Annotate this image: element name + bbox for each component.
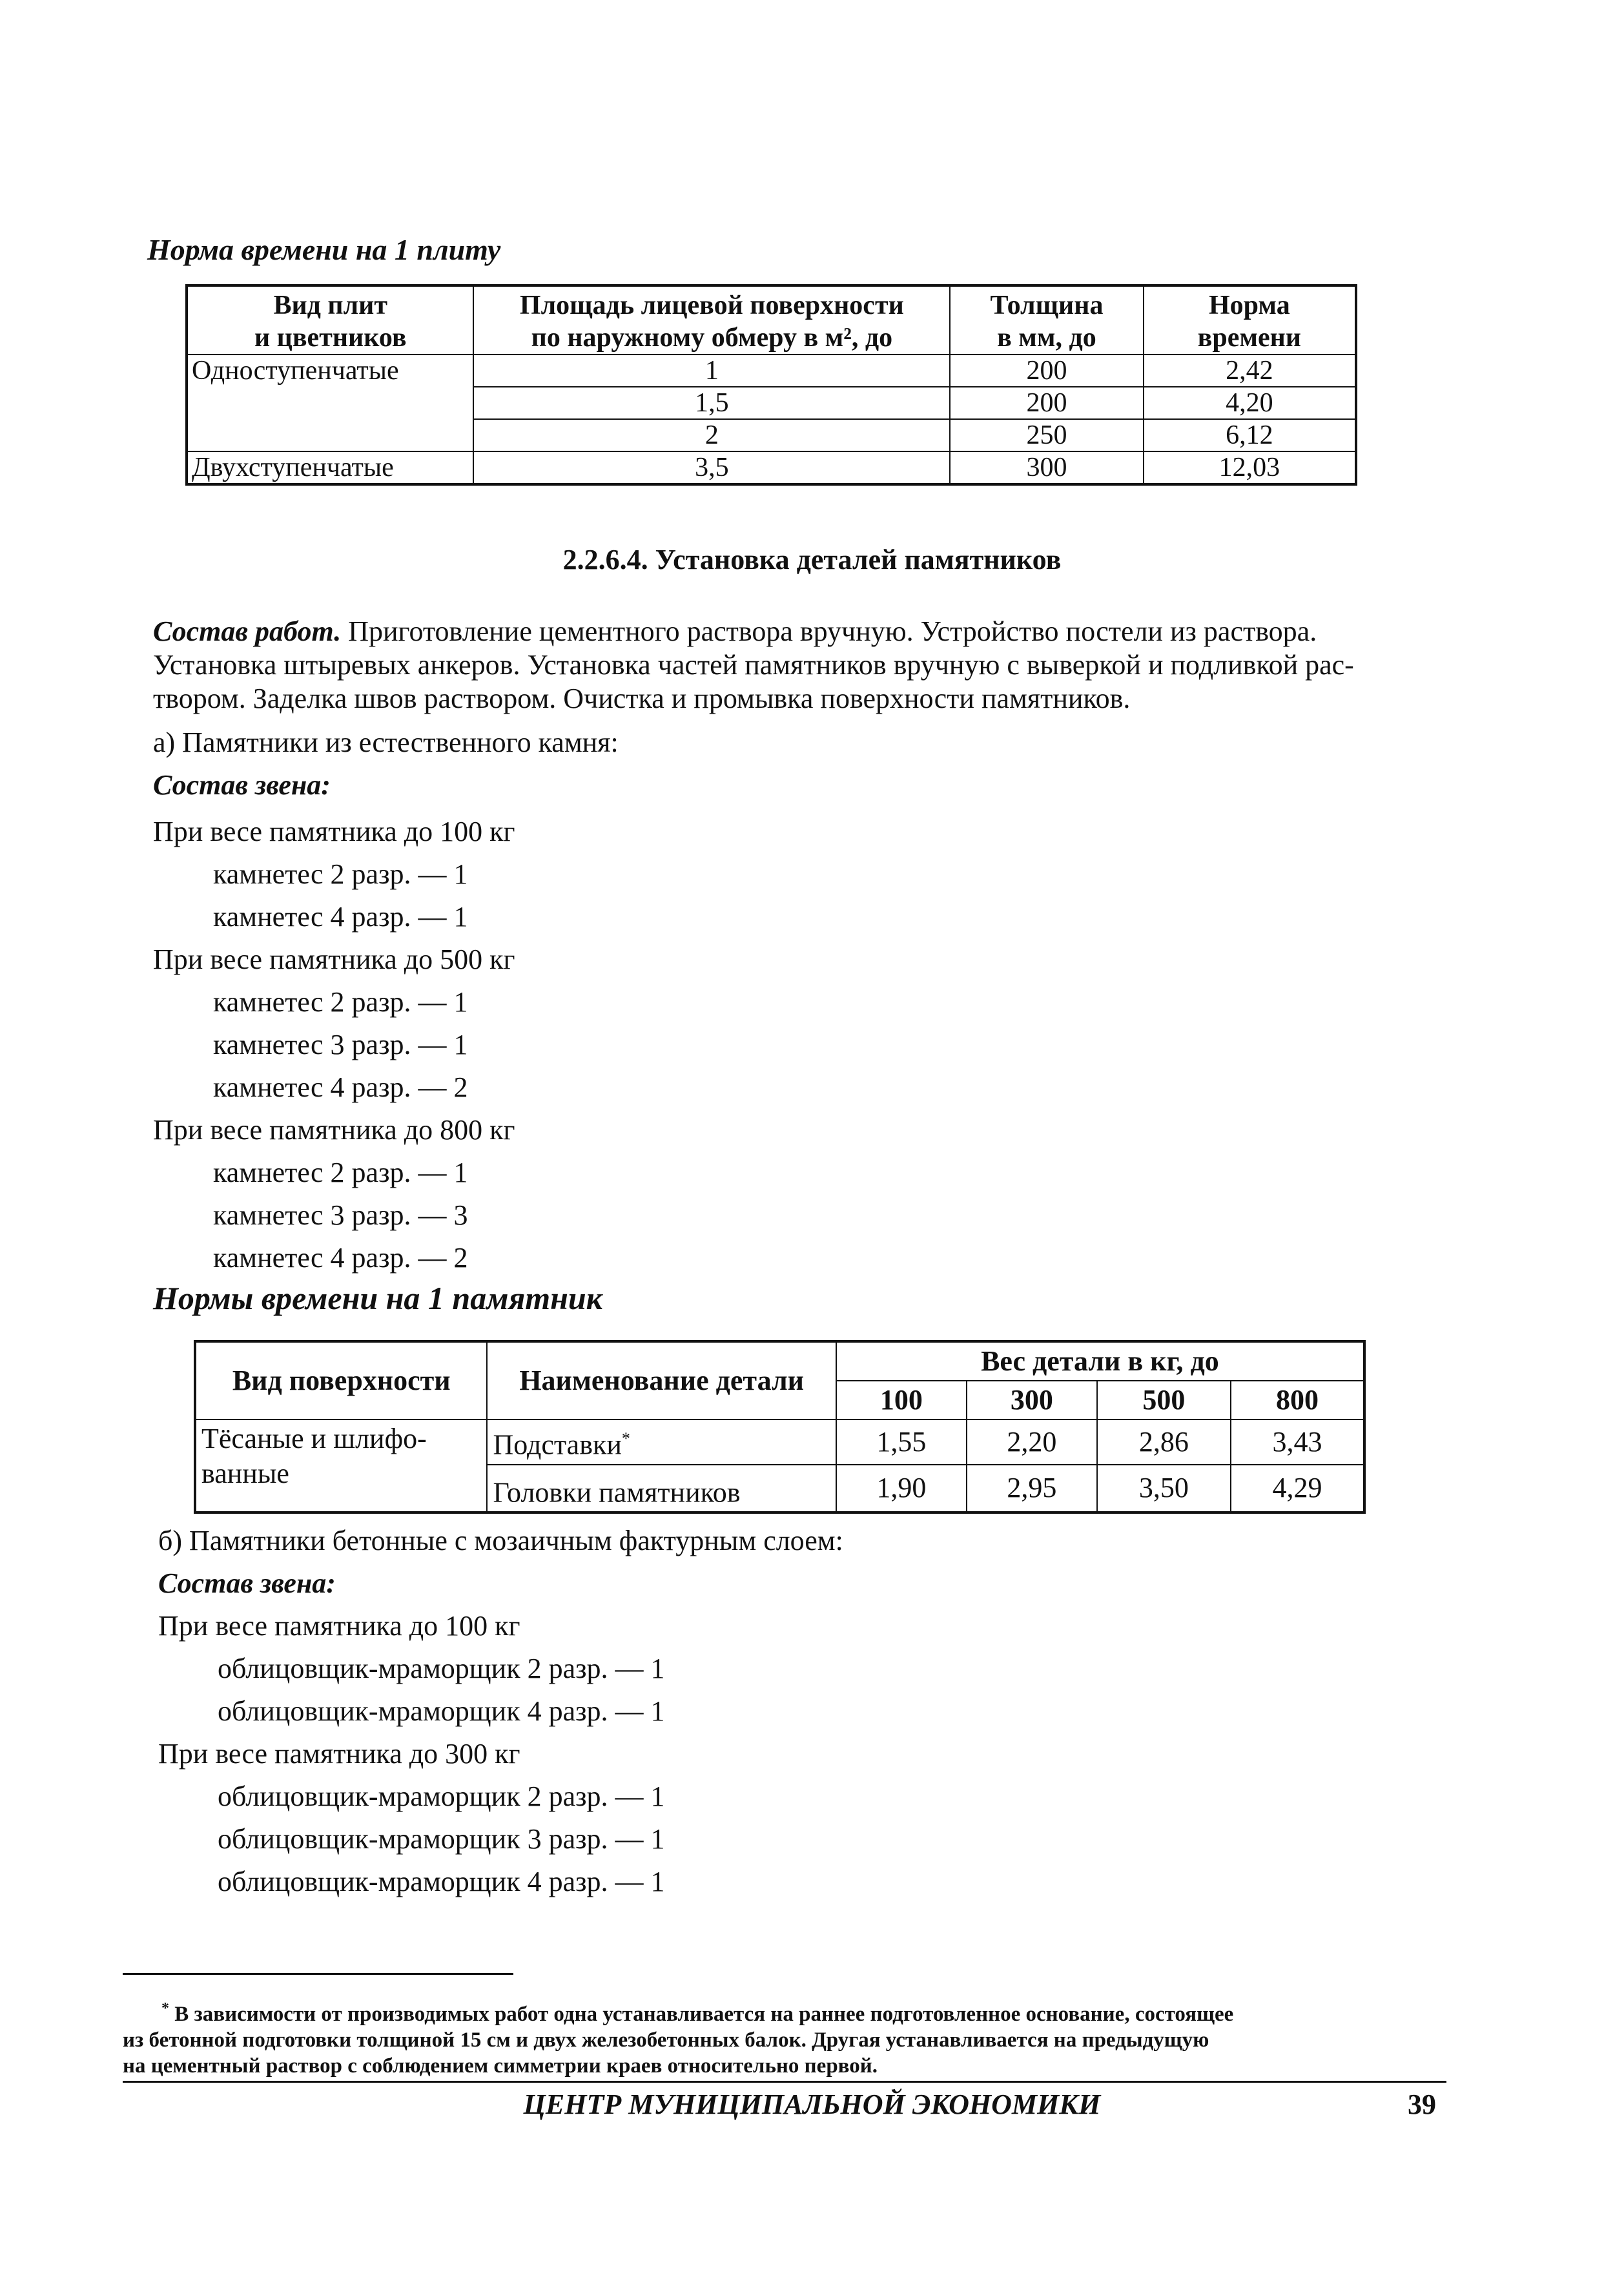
footer-rule — [123, 2081, 1446, 2083]
list-item: камнетес 4 разр. — 2 — [213, 1071, 468, 1103]
work-composition-line: Установка штыревых анкеров. Установка частей памятников вручную с выверкой и подливкой рас- — [153, 649, 1354, 681]
table-cell: 3,43 — [1231, 1419, 1364, 1465]
footnote — [123, 1996, 1446, 2079]
list-item: камнетес 3 разр. — 3 — [213, 1199, 468, 1231]
table-cell: 1,55 — [836, 1419, 967, 1465]
table2-surface-type: Тёсаные и шлифо-ванные — [195, 1419, 487, 1512]
footnote-mark: * — [621, 1429, 630, 1448]
part-a-weight-500: При весе памятника до 500 кг — [153, 944, 515, 975]
part-b-weight-100: При весе памятника до 100 кг — [158, 1610, 520, 1642]
table-cell: 250 — [950, 419, 1143, 451]
table-row — [195, 1419, 1364, 1465]
part-b-weight-300: При весе памятника до 300 кг — [158, 1738, 520, 1770]
work-composition-paragraph — [153, 615, 1451, 716]
table1-group-single-step: Одноступенчатые — [187, 355, 473, 451]
table-cell: 1,5 — [473, 387, 950, 419]
table2-header-surface: Вид поверхности — [195, 1341, 487, 1419]
table1-group-double-step: Двухступенчатые — [187, 451, 473, 484]
work-composition-line: Состав работ. Приготовление цементного раствора вручную. Устройство постели из раствора. — [153, 615, 1317, 647]
table2-caption: Нормы времени на 1 памятник — [153, 1280, 603, 1316]
list-item: камнетес 4 разр. — 1 — [213, 901, 468, 933]
table2-detail-name: Подставки* — [487, 1419, 836, 1465]
table-cell: 3,50 — [1097, 1465, 1231, 1513]
table2-weight-800: 800 — [1231, 1381, 1364, 1419]
list-item: облицовщик-мраморщик 4 разр. — 1 — [218, 1866, 665, 1897]
time-norm-per-monument-table — [194, 1340, 1366, 1514]
list-item: облицовщик-мраморщик 3 разр. — 1 — [218, 1823, 665, 1855]
footnote-separator — [123, 1973, 513, 1975]
part-a-title: а) Памятники из естественного камня: — [153, 727, 619, 758]
table2-header-weight: Вес детали в кг, до — [836, 1341, 1364, 1381]
table-row — [187, 355, 1356, 387]
footnote-mark: * — [161, 2000, 169, 2017]
work-composition-label: Состав работ. — [153, 615, 342, 647]
section-heading: 2.2.6.4. Установка деталей памятников — [562, 544, 1062, 575]
publisher-name: ЦЕНТР МУНИЦИПАЛЬНОЙ ЭКОНОМИКИ — [523, 2089, 1101, 2120]
table2-weight-100: 100 — [836, 1381, 967, 1419]
list-item: камнетес 3 разр. — 1 — [213, 1029, 468, 1060]
table2-header-row — [195, 1341, 1364, 1381]
list-item: облицовщик-мраморщик 4 разр. — 1 — [218, 1695, 665, 1727]
part-b-crew-label: Состав звена: — [158, 1567, 336, 1599]
table-cell: 300 — [950, 451, 1143, 484]
list-item: облицовщик-мраморщик 2 разр. — 1 — [218, 1653, 665, 1684]
table-cell: 200 — [950, 355, 1143, 387]
table-cell: 2,42 — [1144, 355, 1356, 387]
table1-header-norm: Норма времени — [1144, 285, 1356, 355]
table-cell: 2,20 — [967, 1419, 1097, 1465]
table-cell: 4,20 — [1144, 387, 1356, 419]
footnote-line: из бетонной подготовки толщиной 15 см и двух железобетонных балок. Другая устанавливается на предыдущую — [123, 2028, 1209, 2052]
list-item: камнетес 4 разр. — 2 — [213, 1242, 468, 1274]
table-cell: 200 — [950, 387, 1143, 419]
table2-weight-300: 300 — [967, 1381, 1097, 1419]
table-cell: 12,03 — [1144, 451, 1356, 484]
table-cell: 1,90 — [836, 1465, 967, 1513]
table-cell: 2,86 — [1097, 1419, 1231, 1465]
table1-header-type: Вид плит и цветников — [187, 285, 473, 355]
page-number: 39 — [1408, 2089, 1436, 2120]
table-cell: 3,5 — [473, 451, 950, 484]
table1-header-thickness: Толщина в мм, до — [950, 285, 1143, 355]
list-item: камнетес 2 разр. — 1 — [213, 986, 468, 1018]
list-item: облицовщик-мраморщик 2 разр. — 1 — [218, 1780, 665, 1812]
time-norm-per-slab-table — [185, 284, 1357, 486]
list-item: камнетес 2 разр. — 1 — [213, 858, 468, 890]
table1-caption: Норма времени на 1 плиту — [147, 233, 501, 266]
footnote-line: * В зависимости от производимых работ одна устанавливается на раннее подготовленное основание, состоящее — [161, 2000, 1234, 2026]
part-b-title: б) Памятники бетонные с мозаичным фактурным слоем: — [158, 1525, 843, 1556]
part-a-weight-100: При весе памятника до 100 кг — [153, 816, 515, 847]
table2-header-detail: Наименование детали — [487, 1341, 836, 1419]
table2-detail-name: Головки памятников — [487, 1465, 836, 1513]
table-cell: 4,29 — [1231, 1465, 1364, 1513]
table1-header-area: Площадь лицевой поверхности по наружному обмеру в м², до — [473, 285, 950, 355]
work-composition-line: твором. Заделка швов раствором. Очистка и промывка поверхности памятников. — [153, 683, 1131, 714]
list-item: камнетес 2 разр. — 1 — [213, 1157, 468, 1188]
table-cell: 2,95 — [967, 1465, 1097, 1513]
footnote-line: на цементный раствор с соблюдением симметрии краев относительно первой. — [123, 2054, 878, 2078]
table2-weight-500: 500 — [1097, 1381, 1231, 1419]
table-cell: 2 — [473, 419, 950, 451]
table-row — [187, 451, 1356, 484]
table-cell: 1 — [473, 355, 950, 387]
table1-header-row — [187, 285, 1356, 355]
table-cell: 6,12 — [1144, 419, 1356, 451]
part-a-crew-label: Состав звена: — [153, 769, 331, 801]
part-a-weight-800: При весе памятника до 800 кг — [153, 1114, 515, 1146]
